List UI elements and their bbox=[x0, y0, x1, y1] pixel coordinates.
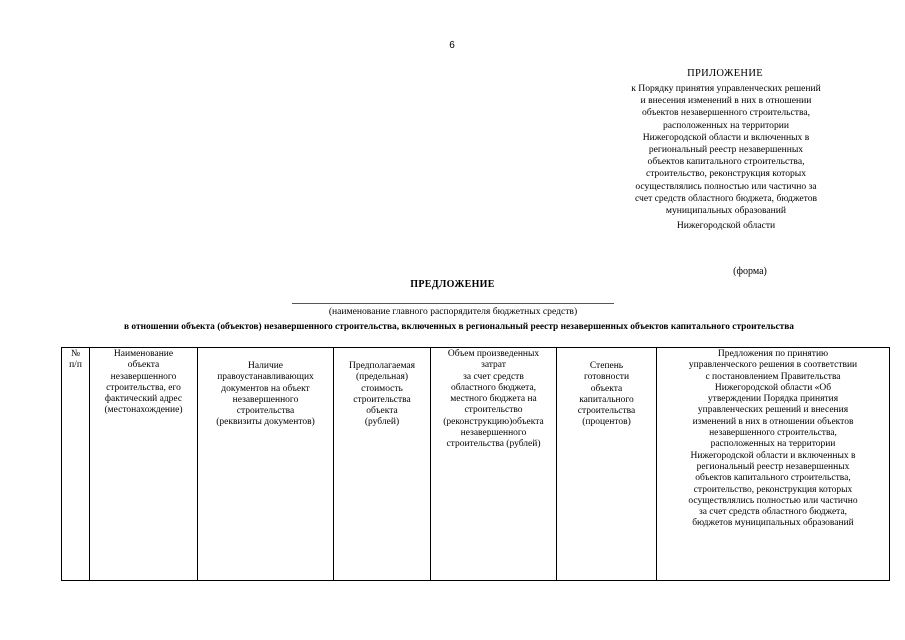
appendix-line: к Порядку принятия управленческих решений bbox=[631, 83, 821, 94]
subject-line: в отношении объекта (объектов) незавершенного строительства, включенных в региональный реестр незавершенных объектов капитального строительства bbox=[124, 322, 794, 332]
document-title: ПРЕДЛОЖЕНИЕ bbox=[410, 279, 495, 290]
form-label: (форма) bbox=[733, 266, 767, 277]
appendix-line: строительство, реконструкция которых bbox=[645, 168, 807, 180]
appendix-text bbox=[600, 83, 852, 232]
authority-field-caption: (наименование главного распорядителя бюджетных средств) bbox=[328, 306, 578, 317]
column-header-documents: Наличие правоустанавливающих документов на объект незавершенного строительства (реквизиты документов) bbox=[198, 348, 334, 581]
column-header-readiness: Степень готовности объекта капитального строительства (процентов) bbox=[557, 348, 657, 581]
appendix-line: объектов капитального строительства, bbox=[647, 156, 805, 168]
appendix-title: ПРИЛОЖЕНИЕ bbox=[687, 68, 763, 79]
proposal-table bbox=[61, 347, 890, 581]
appendix-line: объектов незавершенного строительства, bbox=[641, 107, 811, 119]
appendix-line: Нижегородской области и включенных в bbox=[642, 131, 810, 143]
page-number: 6 bbox=[449, 40, 455, 51]
appendix-line: счет средств областного бюджета, бюджетов bbox=[634, 192, 818, 204]
appendix-line: Нижегородской области bbox=[676, 220, 776, 232]
column-header-cost: Предполагаемая (предельная) стоимость строительства объекта (рублей) bbox=[334, 348, 431, 581]
table-header-row bbox=[62, 348, 890, 581]
appendix-line: осуществлялись полностью или частично за bbox=[635, 180, 817, 192]
appendix-line: и внесения изменений в них в отношении bbox=[640, 95, 812, 107]
authority-name-field[interactable] bbox=[292, 303, 614, 304]
appendix-line: муниципальных образований bbox=[665, 205, 787, 217]
column-header-number: № п/п bbox=[62, 348, 90, 581]
column-header-proposals: Предложения по принятию управленческого решения в соответствии с постановлением Правительства Нижегородской области «Об утверждении Порядка принятия управленческих решений и внесения изменений в них в отношении объектов незавершенного строительства, расположенных на территории Нижегородской области и включенных в региональный реестр незавершенных объектов капитального строительства, строительство, реконструкция которых осуществлялись полностью или частично за счет средств областного бюджета, бюджетов муниципальных образований bbox=[657, 348, 890, 581]
column-header-name: Наименование объекта незавершенного строительства, его фактический адрес (местонахождение) bbox=[90, 348, 198, 581]
appendix-line: расположенных на территории bbox=[662, 119, 790, 131]
column-header-expenses: Объем произведенных затрат за счет средств областного бюджета, местного бюджета на строительство (реконструкцию)объекта незавершенного строительства (рублей) bbox=[431, 348, 557, 581]
appendix-line: региональный реестр незавершенных bbox=[648, 144, 804, 156]
